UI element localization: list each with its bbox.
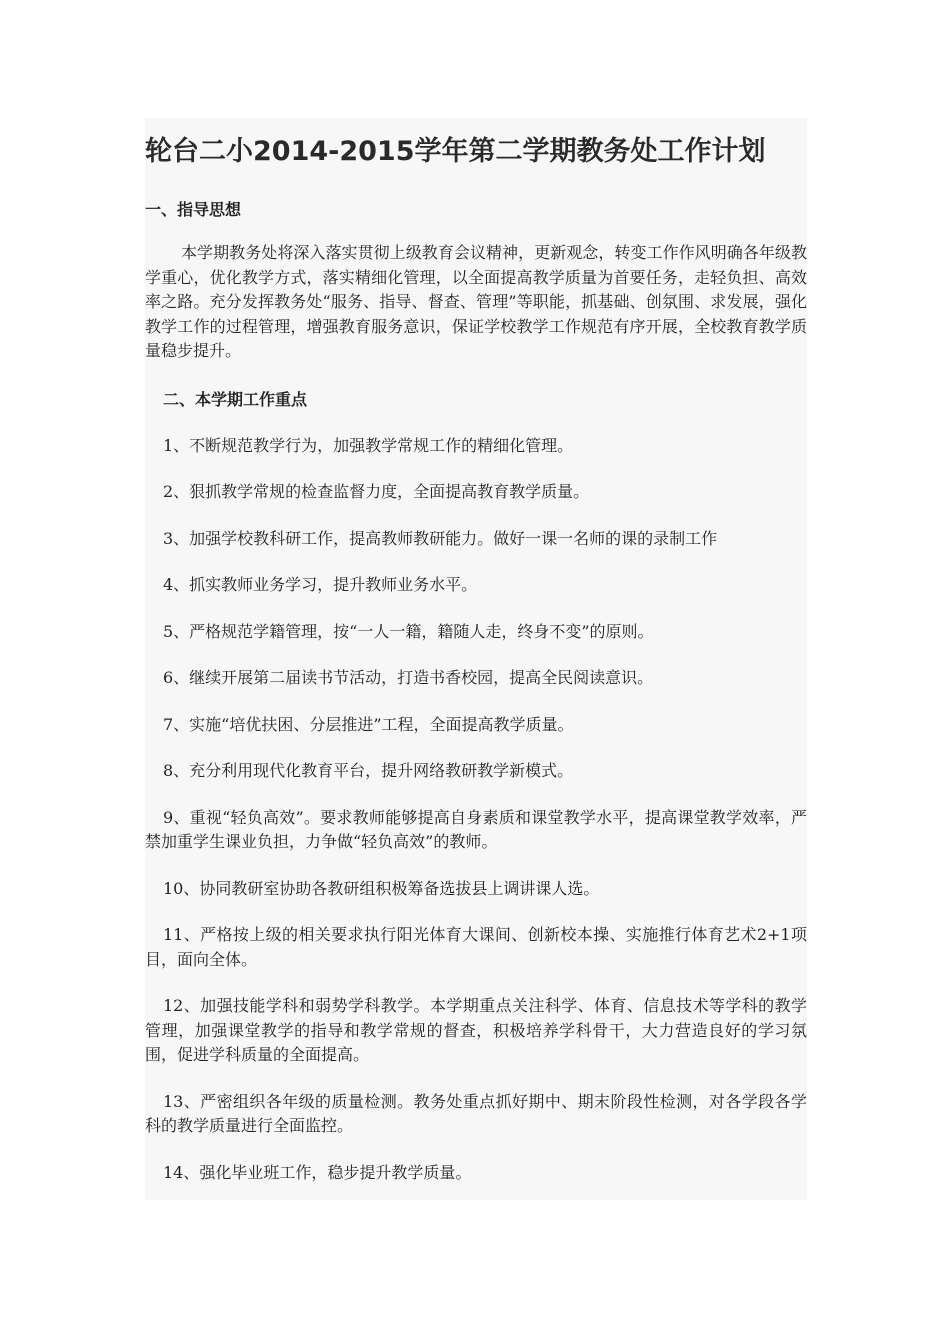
list-item: 1、不断规范教学行为，加强教学常规工作的精细化管理。 — [163, 435, 574, 455]
list-item: 6、继续开展第二届读书节活动，打造书香校园，提高全民阅读意识。 — [163, 668, 654, 687]
list-item: 14、强化毕业班工作，稳步提升教学质量。 — [163, 1162, 472, 1182]
list-item: 13、严密组织各年级的质量检测。教务处重点抓好期中、期末阶段性检测，对各学段各学科的教学质量进行全面监控。 — [145, 1091, 807, 1135]
section-heading-guiding-thought: 一、指导思想 — [145, 200, 242, 219]
list-item: 12、加强技能学科和弱势学科教学。本学期重点关注科学、体育、信息技术等学科的教学管理，加强课堂教学的指导和教学常规的督查，积极培养学科骨干，大力营造良好的学习氛围，促进学科质量的全面提高。 — [145, 996, 807, 1064]
list-item: 5、严格规范学籍管理，按“一人一籍，籍随人走，终身不变”的原则。 — [163, 621, 654, 641]
list-item: 2、狠抓教学常规的检查监督力度，全面提高教育教学质量。 — [163, 482, 590, 501]
key-work-list — [145, 434, 807, 1186]
list-item: 11、严格按上级的相关要求执行阳光体育大课间、创新校本操、实施推行体育艺术2+1项目，面向全体。 — [145, 925, 807, 969]
document-body — [145, 118, 807, 1207]
list-item: 4、抓实教师业务学习，提升教师业务水平。 — [163, 575, 478, 594]
list-item: 8、充分利用现代化教育平台，提升网络教研教学新模式。 — [163, 761, 574, 780]
list-item: 9、重视“轻负高效”。要求教师能够提高自身素质和课堂教学水平，提高课堂教学效率，严禁加重学生课业负担，力争做“轻负高效”的教师。 — [145, 807, 807, 851]
document-title: 轮台二小2014-2015学年第二学期教务处工作计划 — [145, 136, 766, 167]
list-item: 10、协同教研室协助各教研组积极筹备选拔县上调讲课人选。 — [163, 878, 600, 898]
section-heading-key-work: 二、本学期工作重点 — [163, 389, 308, 409]
list-item: 7、实施“培优扶困、分层推进”工程，全面提高教学质量。 — [163, 714, 574, 734]
guiding-thought-paragraph: 本学期教务处将深入落实贯彻上级教育会议精神，更新观念，转变工作作风明确各年级教学重心，优化教学方式，落实精细化管理，以全面提高教学质量为首要任务，走轻负担、高效率之路。充分发挥教务处“服务、指导、督查、管理”等职能，抓基础、创氛围、求发展，强化教学工作的过程管理，增强教育服务意识，保证学校教学工作规范有序开展，全校教育教学质量稳步提升。 — [145, 243, 807, 360]
list-item: 3、加强学校教科研工作，提高教师教研能力。做好一课一名师的课的录制工作 — [163, 528, 718, 548]
